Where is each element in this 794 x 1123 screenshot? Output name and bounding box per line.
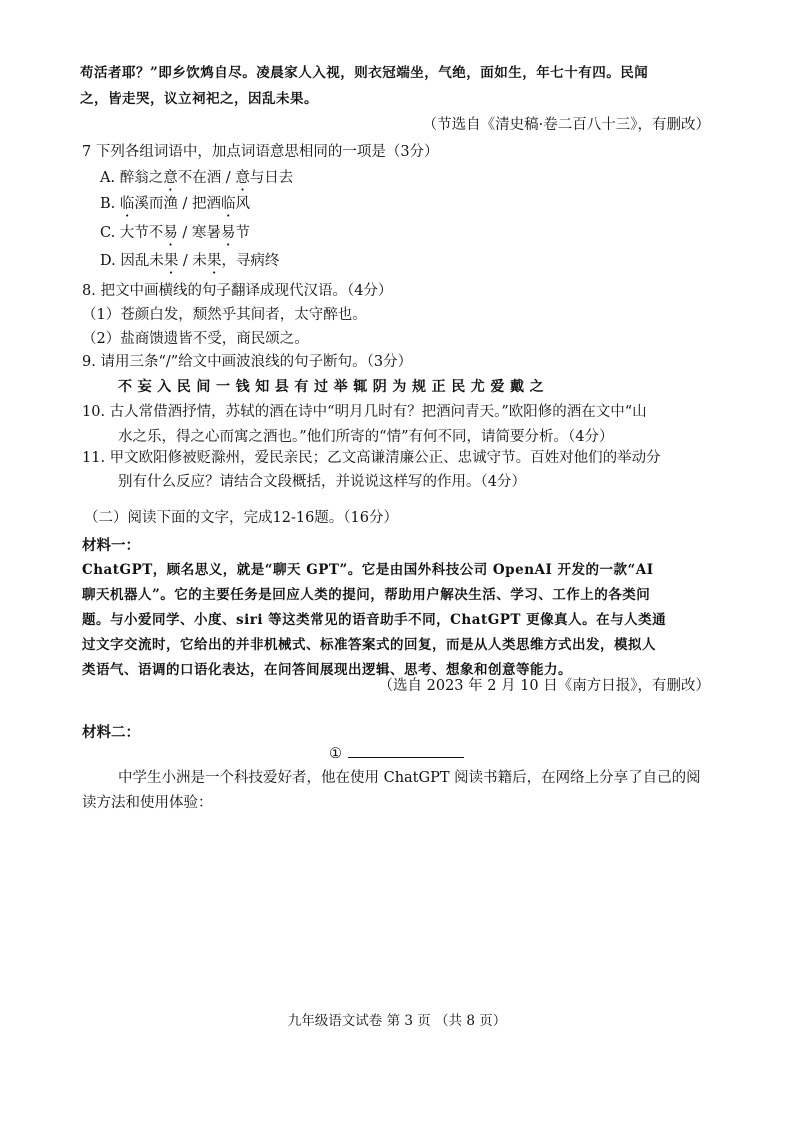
material1-source: （选自 2023 年 2 月 10 日《南方日报》，有删改） bbox=[378, 678, 710, 694]
q7-a-dotted-word-2: 意 bbox=[235, 170, 250, 186]
q10-line-2: 水之乐，得之心而寓之酒也。”他们所寄的“情”有何不同，请简要分析。（4分） bbox=[118, 429, 614, 445]
q7-d-dotted-word-2: 果 bbox=[206, 253, 222, 269]
q7-option-b bbox=[100, 193, 250, 215]
q8-stem: 8. 把文中画横线的句子翻译成现代汉语。（4分） bbox=[82, 283, 393, 299]
q7-a-prefix: A. 醉翁之 bbox=[100, 170, 164, 186]
q7-c-dotted-word-1: 易 bbox=[163, 225, 178, 241]
q9-sentence: 不妄入民间一钱知县有过举辄阴为规正民尤爱戴之 bbox=[118, 379, 550, 395]
passage-line-2: 之，皆走哭，议立祠祀之，因乱未果。 bbox=[80, 91, 318, 107]
q7-option-c bbox=[100, 222, 250, 244]
material2-line-2: 读方法和使用体验： bbox=[82, 795, 213, 811]
q7-a-suffix: 与日去 bbox=[249, 170, 294, 186]
q11-line-1: 11. 甲文欧阳修被贬滁州，爱民亲民；乙文高谦清廉公正、忠诚守节。百姓对他们的举动分 bbox=[82, 450, 661, 466]
material1-line-1: ChatGPT，顾名思义，就是“聊天 GPT”。它是由国外科技公司 OpenAI 开发的一款“AI bbox=[82, 562, 654, 578]
material2-blank-line bbox=[348, 757, 464, 758]
material2-line-1: 中学生小洲是一个科技爱好者，他在使用 ChatGPT 阅读书籍后，在网络上分享了自己的阅 bbox=[118, 770, 701, 786]
q10-line-1: 10. 古人常借酒抒情，苏轼的酒在诗中“明月几时有？把酒问青天。”欧阳修的酒在文中“山 bbox=[82, 404, 647, 420]
q7-a-dotted-word-1: 意 bbox=[163, 170, 178, 186]
passage-line-1: 苟活者耶？”即乡饮鸩自尽。凌晨家人入视，则衣冠端坐，气绝，面如生，年七十有四。民闻 bbox=[80, 65, 649, 81]
q7-c-prefix: C. 大节不 bbox=[100, 225, 164, 241]
q7-d-suffix: ，寻病终 bbox=[221, 253, 280, 269]
q7-c-suffix: 节 bbox=[235, 225, 250, 241]
q9-stem: 9. 请用三条“/”给文中画波浪线的句子断句。（3分） bbox=[82, 354, 413, 370]
material1-label: 材料一： bbox=[82, 537, 140, 554]
q11-line-2: 别有什么反应？请结合文段概括，并说说这样写的作用。（4分） bbox=[118, 474, 526, 490]
material2-blank-marker: ① bbox=[329, 746, 342, 762]
q7-b-dotted-word-2: 临 bbox=[220, 196, 236, 212]
q7-option-a bbox=[100, 167, 293, 189]
q7-b-mid: 溪而渔 / 把酒 bbox=[134, 196, 221, 212]
q7-c-mid: / 寒暑 bbox=[177, 225, 221, 241]
q7-stem: 7 下列各组词语中，加点词语意思相同的一项是（3分） bbox=[82, 144, 439, 160]
q7-b-prefix: B. bbox=[100, 196, 120, 212]
q7-d-prefix: D. 因乱未 bbox=[100, 253, 164, 269]
q8-sentence-2: （2）盐商馈遗皆不受，商民颂之。 bbox=[82, 331, 309, 347]
passage-source: （节选自《清史稿·卷二百八十三》，有删改） bbox=[422, 117, 710, 133]
q7-b-suffix: 风 bbox=[235, 196, 250, 212]
page-footer: 九年级语文试卷 第 3 页 （共 8 页） bbox=[287, 1013, 507, 1029]
q8-sentence-1: （1）苍颜白发，颓然乎其间者，太守醉也。 bbox=[82, 307, 367, 323]
q7-d-dotted-word-1: 果 bbox=[163, 253, 179, 269]
material1-line-3: 题。与小爱同学、小度、siri 等这类常见的语音助手不同，ChatGPT 更像真人。在与人类通 bbox=[82, 612, 667, 628]
q7-c-dotted-word-2: 易 bbox=[220, 225, 236, 241]
q7-d-mid: / 未 bbox=[178, 253, 207, 269]
q7-a-mid: 不在酒 / bbox=[177, 170, 236, 186]
material1-line-4: 过文字交流时，它给出的并非机械式、标准答案式的回复，而是从人类思维方式出发，模拟人 bbox=[82, 637, 656, 653]
q7-option-d bbox=[100, 250, 279, 272]
material1-line-5: 类语气、语调的口语化表达，在问答间展现出逻辑、思考、想象和创意等能力。 bbox=[82, 662, 572, 678]
section2-heading: （二）阅读下面的文字，完成12-16题。（16分） bbox=[84, 510, 398, 526]
q7-b-dotted-word-1: 临 bbox=[119, 196, 135, 212]
material1-line-2: 聊天机器人”。它的主要任务是回应人类的提问，帮助用户解决生活、学习、工作上的各类问 bbox=[82, 587, 651, 603]
material2-label: 材料二： bbox=[82, 724, 140, 741]
